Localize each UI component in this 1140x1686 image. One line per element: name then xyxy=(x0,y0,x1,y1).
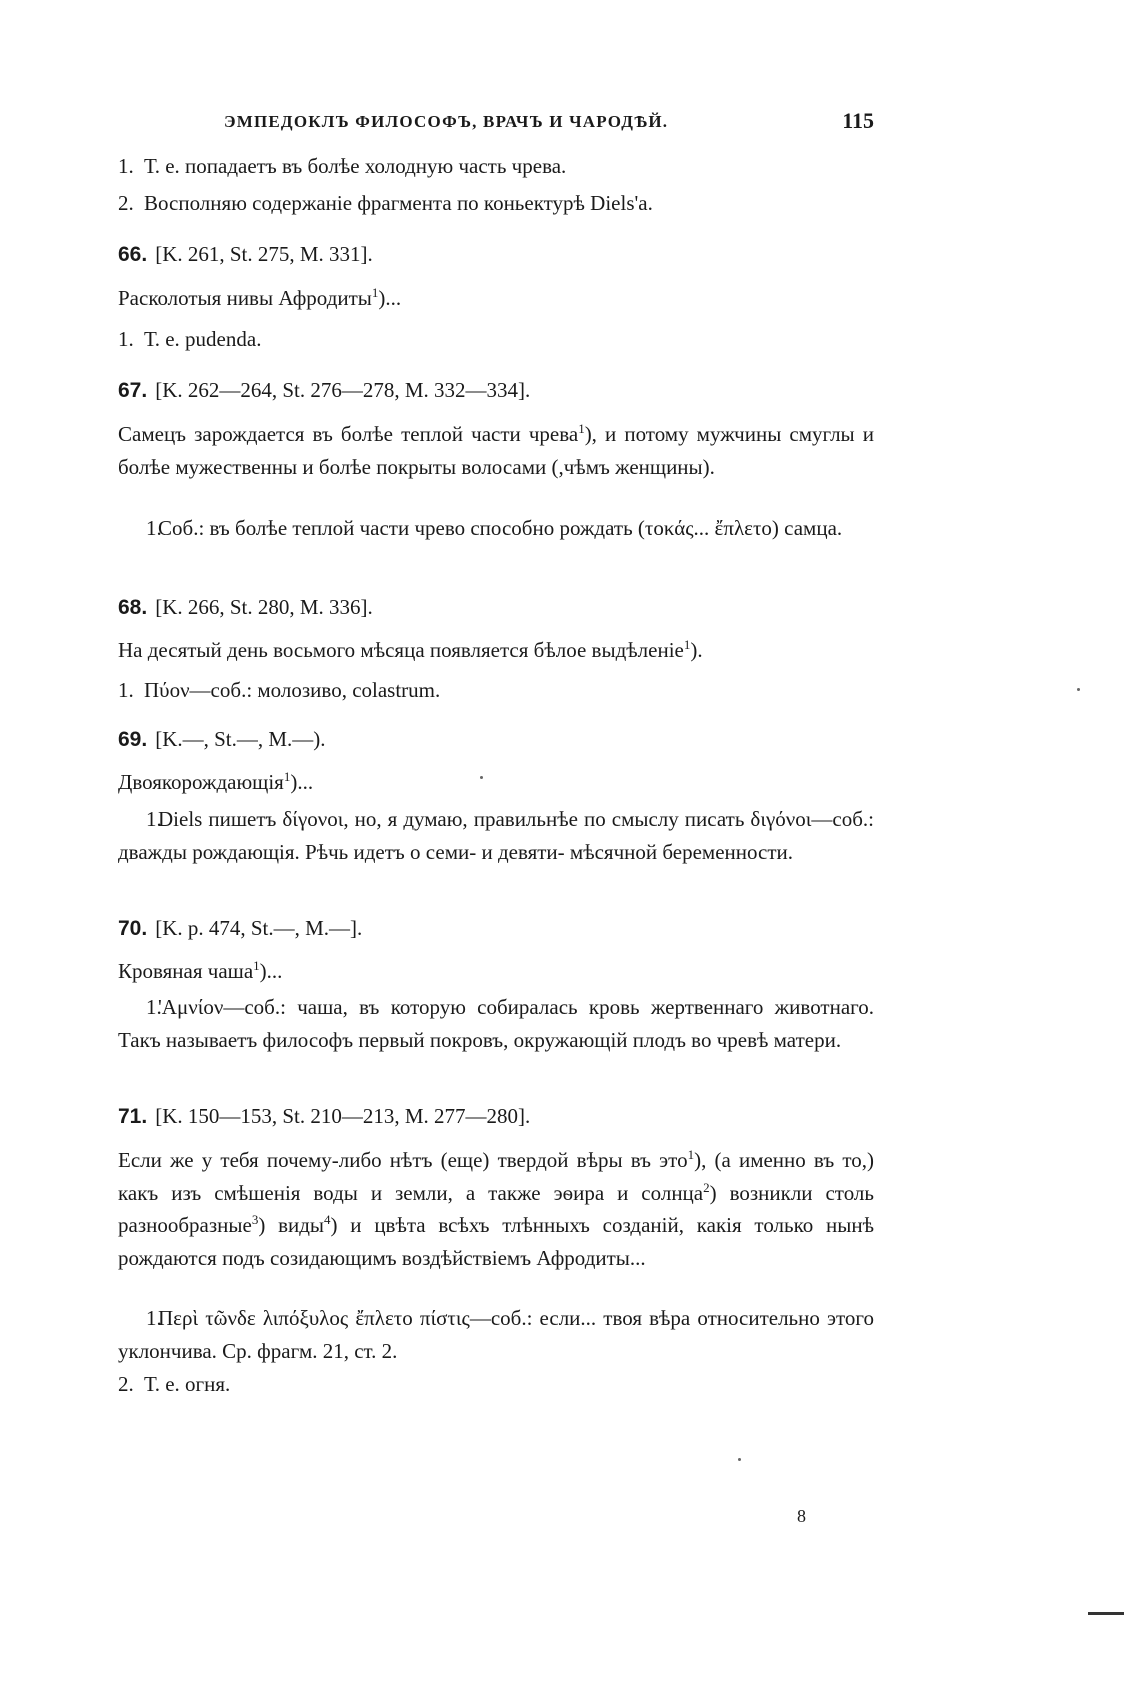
page-number: 115 xyxy=(842,108,874,133)
fragment-69-note-1: 1.Diels пишетъ δίγονοι, но, я думаю, правильнѣе по смыслу писать διγόνοι—соб.: дважды рождающія. Рѣчь идетъ о семи- и девяти- мѣсячной беременности. xyxy=(118,807,874,864)
fragment-71-note-2: 2. Т. е. огня. xyxy=(118,1372,231,1396)
fragment-71-text: Если же у тебя почему-либо нѣтъ (еще) твердой вѣры въ это$^1$), (а именно въ то,) какъ изъ смѣшенія воды и земли, а также эѳира и солнца$^2$) возникли столь разнообразные$^3$) виды$^4$) и цвѣта всѣхъ тлѣнныхъ созданій, какія только нынѣ рождаются подъ созидающимъ воздѣйствіемъ Афродиты... xyxy=(118,1147,874,1270)
running-title: ЭМПЕДОКЛЪ ФИЛОСОФЪ, ВРАЧЪ И ЧАРОДѢЙ. xyxy=(224,112,669,131)
fragment-69-heading: 69. [K.—, St.—, M.—). xyxy=(118,727,326,751)
fragment-67-text: Самецъ зарождается въ болѣе теплой части чрева$^1$), и потому мужчины смуглы и болѣе мужественны и болѣе покрыты волосами (,чѣмъ женщины). xyxy=(118,421,874,479)
scan-speck xyxy=(738,1458,741,1461)
fragment-70-heading: 70. [K. p. 474, St.—, M.—]. xyxy=(118,916,363,940)
top-note-2: 2. Восполняю содержаніе фрагмента по коньектурѣ Diels'a. xyxy=(118,191,653,215)
running-header xyxy=(118,108,874,138)
fragment-66-note-1: 1. Т. е. pudenda. xyxy=(118,327,262,351)
fragment-67-note-1: 1.Соб.: въ болѣе теплой части чрево способно рождать (τοκάς... ἔπλετο) самца. xyxy=(146,516,843,540)
fragment-68-note-1: 1. Πύον—соб.: молозиво, colastrum. xyxy=(118,678,441,702)
fragment-67-heading: 67. [K. 262—264, St. 276—278, M. 332—334]. xyxy=(118,378,531,402)
fragment-71-heading: 71. [K. 150—153, St. 210—213, M. 277—280]. xyxy=(118,1104,531,1128)
scan-speck xyxy=(480,776,483,779)
fragment-71-note-1: 1.Περὶ τῶνδε λιπόξυλος ἔπλετο πίστις—соб.: если... твоя вѣра относительно этого уклончива. Ср. фрагм. 21, ст. 2. xyxy=(118,1306,874,1363)
signature-mark: 8 xyxy=(797,1506,806,1526)
scan-mark-dash xyxy=(1088,1612,1124,1615)
fragment-68-text: На десятый день восьмого мѣсяца появляется бѣлое выдѣленіе$^1$). xyxy=(118,637,703,662)
fragment-66-text: Расколотыя нивы Афродиты$^1$)... xyxy=(118,285,402,310)
fragment-70-note-1: 1.'Αμνίον—соб.: чаша, въ которую собиралась кровь жертвеннаго животнаго. Такъ называетъ философъ первый покровъ, окружающій плодъ во чревѣ матери. xyxy=(118,995,874,1052)
fragment-66-heading: 66. [K. 261, St. 275, M. 331]. xyxy=(118,242,373,266)
scan-speck xyxy=(1077,688,1080,691)
fragment-68-heading: 68. [K. 266, St. 280, M. 336]. xyxy=(118,595,373,619)
fragment-69-text: Двоякорождающія$^1$)... xyxy=(118,769,314,794)
top-note-1: 1. Т. е. попадаетъ въ болѣе холодную часть чрева. xyxy=(118,154,567,178)
fragment-70-text: Кровяная чаша$^1$)... xyxy=(118,958,283,983)
